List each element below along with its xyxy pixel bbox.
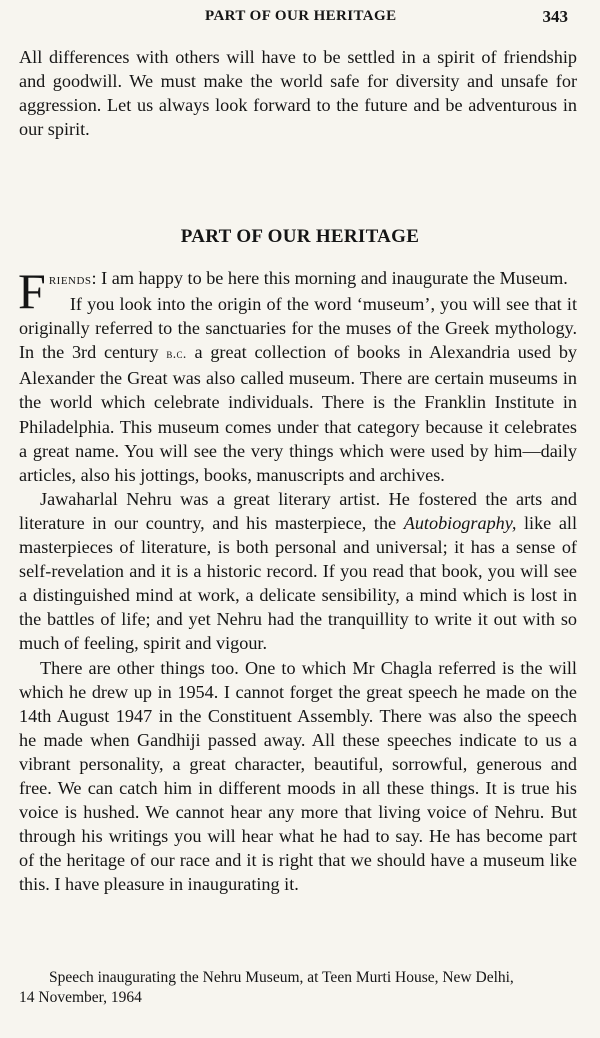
paragraph-nehru-literary [19,487,577,656]
book-title: Autobiography, [403,512,517,533]
paragraph-museum-origin-text-b: a great collection of books in Alexandria used by Alexander the Great was also called museum. There are certain museums in the world which celebrate individuals. There is the Franklin Institute in Philadelphia. This museum comes under that category because it celebrates a great name. You will see the very things which were used by him—daily articles, also his jottings, books, manuscripts and archives. [19,342,578,485]
running-header [0,8,600,30]
running-title: PART OF OUR HERITAGE [205,8,397,24]
source-note [19,968,577,1008]
intro-paragraph-block [19,45,577,141]
paragraph-speeches: There are other things too. One to which Mr Chagla referred is the will which he drew up in 1954. I cannot forget the great speech he made on the 14th August 1947 in the Constituent Assembly. There was also the speech he made when Gandhiji passed away. All these speeches indicate to us a vibrant personality, a great character, beautiful, sorrowful, generous and free. We can catch him in different moods in all these things. It is true his voice is hushed. We cannot hear any more that living voice of Nehru. But through his writings you will hear what he had to say. He has become part of the heritage of our race and it is right that we should have a museum like this. I have pleasure in inaugurating it. [19,657,577,895]
speech-body [18,263,578,896]
source-note-line-2: 14 November, 1964 [19,989,142,1006]
source-note-line-1: Speech inaugurating the Nehru Museum, at Teen Murti House, New Delhi, [49,969,514,986]
page-number: 343 [542,7,568,26]
drop-cap: F [18,263,46,319]
opening-text: : I am happy to be here this morning and inaugurate the Museum. [91,268,568,288]
era-abbreviation: b.c. [166,346,187,362]
intro-paragraph: All differences with others will have to be settled in a spirit of friendship and goodwill. We must make the world safe for diversity and unsafe for aggression. Let us always look forward to the future and be adventurous in our spirit. [19,47,577,140]
section-title: PART OF OUR HERITAGE [180,226,420,247]
paragraph-nehru-literary-text-a: Jawaharlal Nehru was a great literary artist. He fostered the arts and literature in our country, and his masterpiece, the [19,488,577,533]
paragraph-nehru-literary-text-b: like all masterpieces of literature, is both personal and universal; it has a sense of self-revelation and it is a historic record. If you read that book, you will see a distinguished mind at work, a delicate sensibility, a mind which is lost in the battles of life; and yet Nehru had the tranquillity to write it out with so much of feeling, spirit and vigour. [19,512,578,654]
paragraph-museum-origin [19,292,577,487]
opening-paragraph [18,263,577,319]
paragraph-museum-origin-text-a: If you look into the origin of the word ‘museum’, you will see that it originally referred to the sanctuaries for the muses of the Greek mythology. In the 3rd century [19,294,577,363]
opening-small-caps: riends [48,272,92,288]
